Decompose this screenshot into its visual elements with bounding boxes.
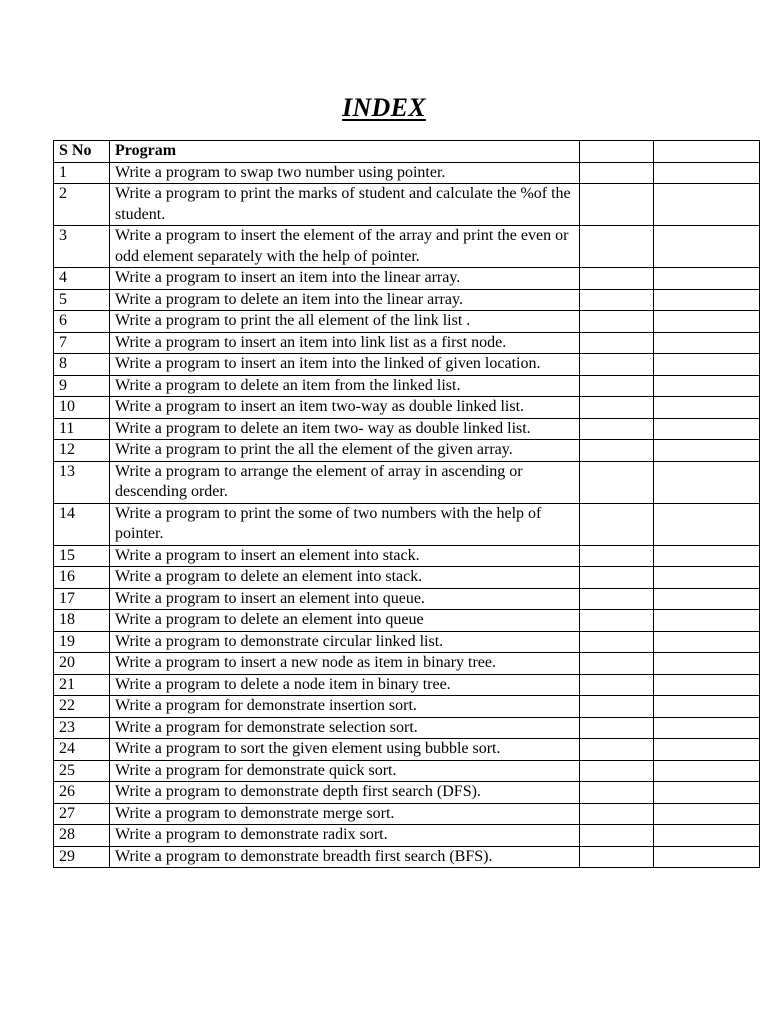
row-blank-cell-1 bbox=[580, 332, 654, 354]
table-row bbox=[54, 332, 760, 354]
row-blank-cell-1 bbox=[580, 696, 654, 718]
row-sno: 6 bbox=[54, 311, 110, 333]
header-sno: S No bbox=[54, 141, 110, 163]
row-blank-cell-1 bbox=[580, 653, 654, 675]
table-row bbox=[54, 311, 760, 333]
row-blank-cell-1 bbox=[580, 162, 654, 184]
row-program: Write a program to demonstrate breadth first search (BFS). bbox=[110, 846, 580, 868]
row-blank-cell-1 bbox=[580, 760, 654, 782]
row-blank-cell-2 bbox=[654, 610, 760, 632]
row-blank-cell-1 bbox=[580, 803, 654, 825]
row-blank-cell-2 bbox=[654, 226, 760, 268]
table-row bbox=[54, 588, 760, 610]
row-blank-cell-1 bbox=[580, 846, 654, 868]
table-row bbox=[54, 226, 760, 268]
row-sno: 16 bbox=[54, 567, 110, 589]
table-row bbox=[54, 162, 760, 184]
row-sno: 28 bbox=[54, 825, 110, 847]
table-row bbox=[54, 375, 760, 397]
table-row bbox=[54, 354, 760, 376]
row-program: Write a program to insert an element into queue. bbox=[110, 588, 580, 610]
row-program: Write a program to insert the element of the array and print the even or odd element separately with the help of pointer. bbox=[110, 226, 580, 268]
row-blank-cell-1 bbox=[580, 397, 654, 419]
row-blank-cell-1 bbox=[580, 825, 654, 847]
row-blank-cell-2 bbox=[654, 739, 760, 761]
row-blank-cell-1 bbox=[580, 354, 654, 376]
row-program: Write a program to swap two number using pointer. bbox=[110, 162, 580, 184]
row-sno: 27 bbox=[54, 803, 110, 825]
table-row bbox=[54, 545, 760, 567]
row-program: Write a program for demonstrate selection sort. bbox=[110, 717, 580, 739]
row-blank-cell-1 bbox=[580, 567, 654, 589]
row-blank-cell-2 bbox=[654, 545, 760, 567]
row-blank-cell-1 bbox=[580, 418, 654, 440]
table-row bbox=[54, 782, 760, 804]
row-program: Write a program to delete an item two- way as double linked list. bbox=[110, 418, 580, 440]
row-program: Write a program to demonstrate merge sort. bbox=[110, 803, 580, 825]
row-program: Write a program to sort the given element using bubble sort. bbox=[110, 739, 580, 761]
row-blank-cell-2 bbox=[654, 717, 760, 739]
row-program: Write a program to delete an item into the linear array. bbox=[110, 289, 580, 311]
table-row bbox=[54, 825, 760, 847]
row-blank-cell-2 bbox=[654, 846, 760, 868]
row-program: Write a program to delete an element into stack. bbox=[110, 567, 580, 589]
row-program: Write a program to insert an element into stack. bbox=[110, 545, 580, 567]
row-blank-cell-2 bbox=[654, 268, 760, 290]
row-program: Write a program to insert a new node as item in binary tree. bbox=[110, 653, 580, 675]
row-sno: 3 bbox=[54, 226, 110, 268]
table-row bbox=[54, 289, 760, 311]
row-sno: 21 bbox=[54, 674, 110, 696]
row-sno: 26 bbox=[54, 782, 110, 804]
table-row bbox=[54, 760, 760, 782]
table-row bbox=[54, 803, 760, 825]
header-program: Program bbox=[110, 141, 580, 163]
row-program: Write a program to delete an element into queue bbox=[110, 610, 580, 632]
row-sno: 11 bbox=[54, 418, 110, 440]
row-blank-cell-2 bbox=[654, 782, 760, 804]
row-blank-cell-1 bbox=[580, 674, 654, 696]
row-program: Write a program to delete an item from the linked list. bbox=[110, 375, 580, 397]
row-program: Write a program to insert an item into the linear array. bbox=[110, 268, 580, 290]
row-sno: 5 bbox=[54, 289, 110, 311]
table-row bbox=[54, 653, 760, 675]
row-blank-cell-1 bbox=[580, 440, 654, 462]
table-header-row bbox=[54, 141, 760, 163]
row-blank-cell-2 bbox=[654, 461, 760, 503]
row-blank-cell-1 bbox=[580, 375, 654, 397]
row-blank-cell-1 bbox=[580, 311, 654, 333]
row-blank-cell-1 bbox=[580, 461, 654, 503]
row-blank-cell-2 bbox=[654, 184, 760, 226]
row-sno: 15 bbox=[54, 545, 110, 567]
row-sno: 19 bbox=[54, 631, 110, 653]
row-sno: 7 bbox=[54, 332, 110, 354]
row-blank-cell-2 bbox=[654, 760, 760, 782]
table-row bbox=[54, 397, 760, 419]
row-program: Write a program to arrange the element of array in ascending or descending order. bbox=[110, 461, 580, 503]
table-row bbox=[54, 503, 760, 545]
row-sno: 14 bbox=[54, 503, 110, 545]
table-row bbox=[54, 696, 760, 718]
row-sno: 13 bbox=[54, 461, 110, 503]
row-blank-cell-1 bbox=[580, 289, 654, 311]
row-sno: 18 bbox=[54, 610, 110, 632]
row-sno: 12 bbox=[54, 440, 110, 462]
table-row bbox=[54, 717, 760, 739]
row-program: Write a program for demonstrate quick sort. bbox=[110, 760, 580, 782]
row-blank-cell-1 bbox=[580, 782, 654, 804]
row-blank-cell-1 bbox=[580, 610, 654, 632]
row-blank-cell-2 bbox=[654, 631, 760, 653]
row-blank-cell-1 bbox=[580, 503, 654, 545]
index-table-body bbox=[54, 162, 760, 868]
row-blank-cell-1 bbox=[580, 545, 654, 567]
table-row bbox=[54, 184, 760, 226]
row-program: Write a program to demonstrate radix sort. bbox=[110, 825, 580, 847]
row-sno: 4 bbox=[54, 268, 110, 290]
row-sno: 25 bbox=[54, 760, 110, 782]
row-sno: 29 bbox=[54, 846, 110, 868]
row-blank-cell-1 bbox=[580, 226, 654, 268]
row-blank-cell-2 bbox=[654, 440, 760, 462]
index-table bbox=[53, 140, 760, 868]
row-program: Write a program to insert an item into link list as a first node. bbox=[110, 332, 580, 354]
row-blank-cell-2 bbox=[654, 653, 760, 675]
row-blank-cell-2 bbox=[654, 588, 760, 610]
row-blank-cell-1 bbox=[580, 631, 654, 653]
row-sno: 8 bbox=[54, 354, 110, 376]
row-blank-cell-2 bbox=[654, 397, 760, 419]
page-title: INDEX bbox=[342, 93, 426, 122]
row-sno: 23 bbox=[54, 717, 110, 739]
row-blank-cell-2 bbox=[654, 332, 760, 354]
row-blank-cell-2 bbox=[654, 503, 760, 545]
row-program: Write a program to print the all the element of the given array. bbox=[110, 440, 580, 462]
row-sno: 20 bbox=[54, 653, 110, 675]
row-sno: 24 bbox=[54, 739, 110, 761]
row-program: Write a program to print the some of two numbers with the help of pointer. bbox=[110, 503, 580, 545]
row-blank-cell-2 bbox=[654, 354, 760, 376]
row-blank-cell-1 bbox=[580, 739, 654, 761]
row-sno: 22 bbox=[54, 696, 110, 718]
row-program: Write a program to insert an item two-way as double linked list. bbox=[110, 397, 580, 419]
row-program: Write a program to demonstrate circular linked list. bbox=[110, 631, 580, 653]
row-blank-cell-2 bbox=[654, 825, 760, 847]
row-program: Write a program for demonstrate insertion sort. bbox=[110, 696, 580, 718]
row-program: Write a program to insert an item into the linked of given location. bbox=[110, 354, 580, 376]
row-program: Write a program to delete a node item in binary tree. bbox=[110, 674, 580, 696]
row-sno: 9 bbox=[54, 375, 110, 397]
table-row bbox=[54, 846, 760, 868]
row-blank-cell-1 bbox=[580, 268, 654, 290]
header-blank-1 bbox=[580, 141, 654, 163]
row-blank-cell-2 bbox=[654, 289, 760, 311]
row-blank-cell-1 bbox=[580, 717, 654, 739]
table-row bbox=[54, 610, 760, 632]
table-row bbox=[54, 418, 760, 440]
table-row bbox=[54, 739, 760, 761]
row-blank-cell-2 bbox=[654, 162, 760, 184]
row-sno: 1 bbox=[54, 162, 110, 184]
row-blank-cell-2 bbox=[654, 311, 760, 333]
row-program: Write a program to demonstrate depth first search (DFS). bbox=[110, 782, 580, 804]
table-row bbox=[54, 440, 760, 462]
row-blank-cell-2 bbox=[654, 674, 760, 696]
row-blank-cell-2 bbox=[654, 418, 760, 440]
table-row bbox=[54, 268, 760, 290]
table-row bbox=[54, 461, 760, 503]
row-blank-cell-1 bbox=[580, 184, 654, 226]
table-row bbox=[54, 567, 760, 589]
row-blank-cell-2 bbox=[654, 803, 760, 825]
table-row bbox=[54, 674, 760, 696]
row-blank-cell-2 bbox=[654, 567, 760, 589]
row-program: Write a program to print the marks of student and calculate the %of the student. bbox=[110, 184, 580, 226]
row-blank-cell-1 bbox=[580, 588, 654, 610]
row-sno: 10 bbox=[54, 397, 110, 419]
header-blank-2 bbox=[654, 141, 760, 163]
row-sno: 2 bbox=[54, 184, 110, 226]
table-row bbox=[54, 631, 760, 653]
row-blank-cell-2 bbox=[654, 696, 760, 718]
row-blank-cell-2 bbox=[654, 375, 760, 397]
row-program: Write a program to print the all element of the link list . bbox=[110, 311, 580, 333]
row-sno: 17 bbox=[54, 588, 110, 610]
